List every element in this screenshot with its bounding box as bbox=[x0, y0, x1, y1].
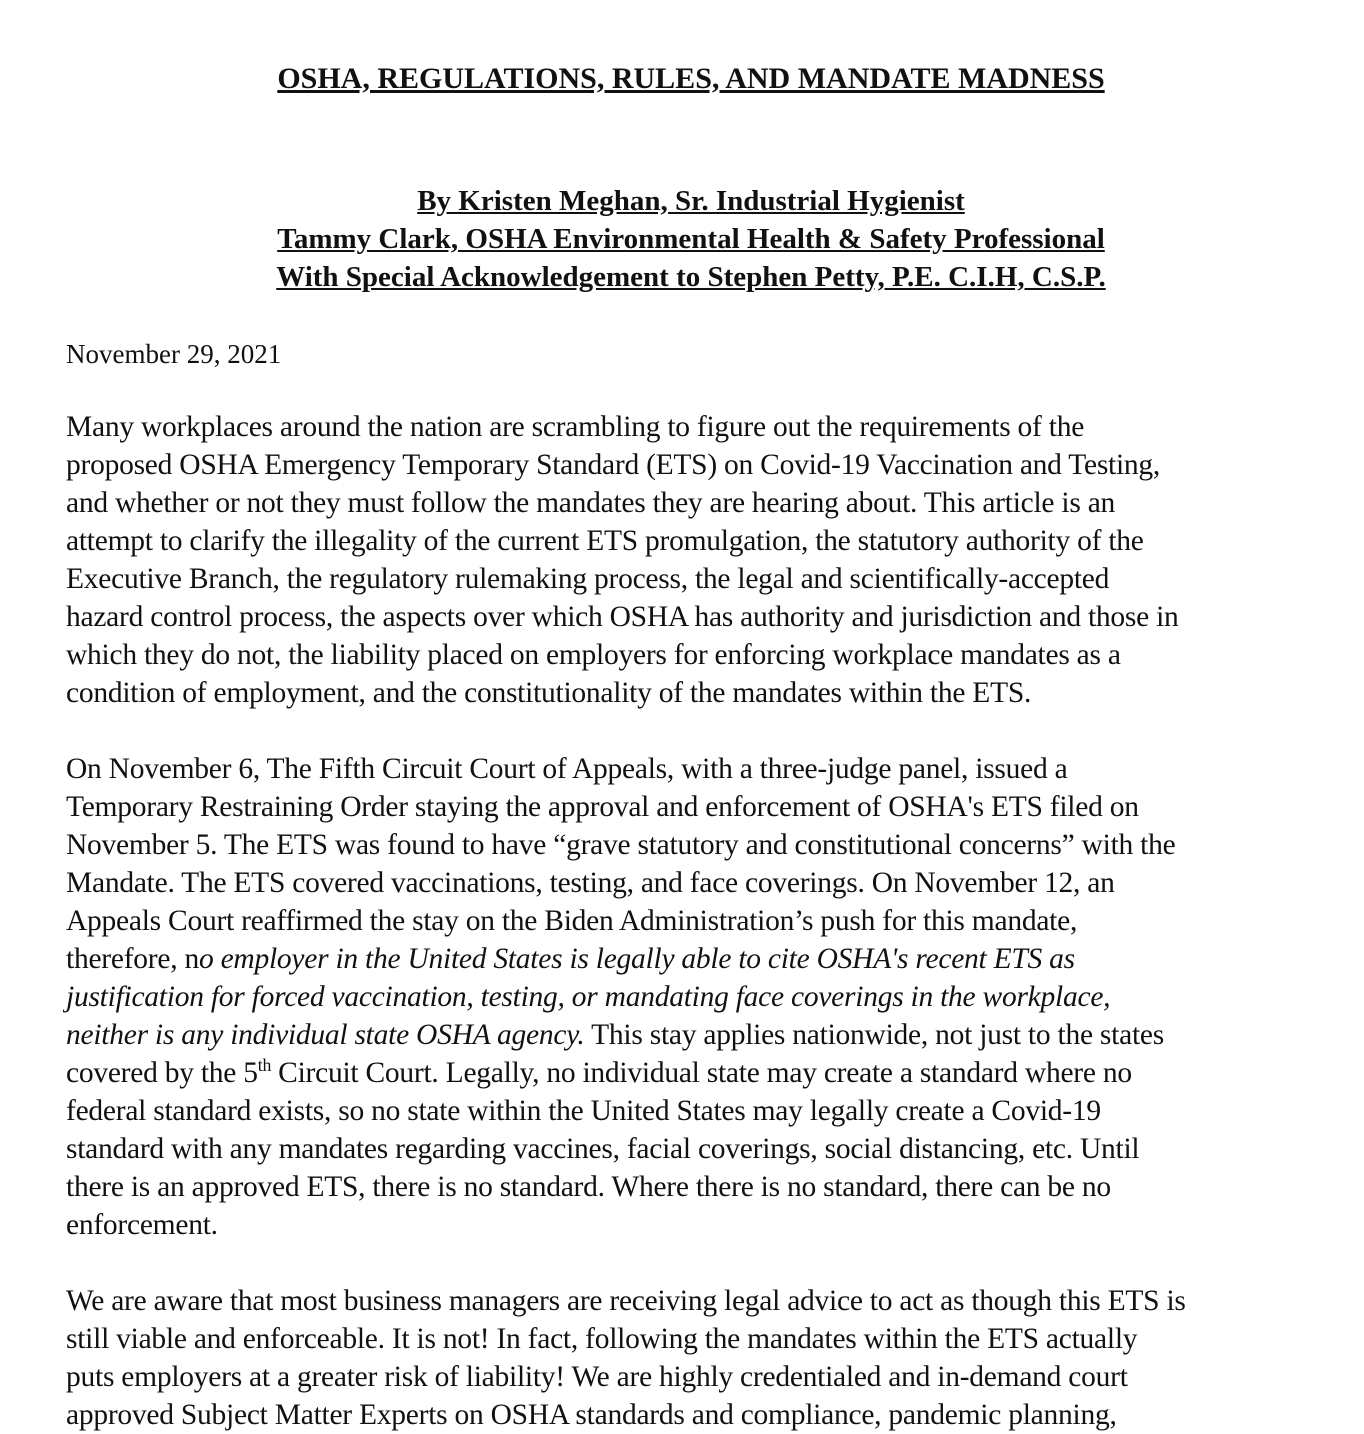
italic-text: justification for forced vaccination, testing, or mandating face coverings in the workplace, bbox=[66, 981, 1111, 1013]
text-line: and whether or not they must follow the mandates they are hearing about. This article is an bbox=[66, 487, 1116, 519]
italic-text: o employer in the United States is legally able to cite OSHA's recent ETS as bbox=[198, 943, 1075, 975]
text-segment: Circuit Court. Legally, no individual state may create a standard where no bbox=[271, 1057, 1132, 1089]
acknowledgement-line: With Special Acknowledgement to Stephen Petty, P.E. C.I.H, C.S.P. bbox=[276, 261, 1106, 293]
text-line: hazard control process, the aspects over which OSHA has authority and jurisdiction and those in bbox=[66, 601, 1179, 633]
author-line: By Kristen Meghan, Sr. Industrial Hygienist bbox=[417, 185, 965, 217]
text-line: November 5. The ETS was found to have “grave statutory and constitutional concerns” with the bbox=[66, 829, 1176, 861]
text-segment: therefore, n bbox=[66, 943, 199, 975]
text-line: Appeals Court reaffirmed the stay on the Biden Administration’s push for this mandate, bbox=[66, 905, 1078, 937]
text-line: approved Subject Matter Experts on OSHA standards and compliance, pandemic planning, bbox=[66, 1399, 1117, 1431]
author-block bbox=[66, 182, 1316, 296]
text-line: Temporary Restraining Order staying the approval and enforcement of OSHA's ETS filed on bbox=[66, 791, 1139, 823]
text-line: puts employers at a greater risk of liability! We are highly credentialed and in-demand court bbox=[66, 1361, 1128, 1393]
text-line bbox=[66, 1016, 1316, 1054]
text-line: Executive Branch, the regulatory rulemaking process, the legal and scientifically-accepted bbox=[66, 563, 1110, 595]
text-line: enforcement. bbox=[66, 1209, 218, 1241]
text-line: federal standard exists, so no state within the United States may legally create a Covid-19 bbox=[66, 1095, 1101, 1127]
paragraph-liability bbox=[66, 1282, 1316, 1434]
text-line: proposed OSHA Emergency Temporary Standard (ETS) on Covid-19 Vaccination and Testing, bbox=[66, 449, 1161, 481]
text-line: attempt to clarify the illegality of the current ETS promulgation, the statutory authority of the bbox=[66, 525, 1144, 557]
text-line bbox=[66, 1054, 1316, 1092]
superscript: th bbox=[257, 1055, 272, 1076]
paragraph-court-stay bbox=[66, 750, 1316, 1244]
document-title: OSHA, REGULATIONS, RULES, AND MANDATE MADNESS bbox=[277, 62, 1105, 95]
paragraph-intro bbox=[66, 408, 1316, 712]
text-line: On November 6, The Fifth Circuit Court of Appeals, with a three-judge panel, issued a bbox=[66, 753, 1068, 785]
text-line: condition of employment, and the constitutionality of the mandates within the ETS. bbox=[66, 677, 1032, 709]
text-line: Many workplaces around the nation are scrambling to figure out the requirements of the bbox=[66, 411, 1085, 443]
text-line bbox=[66, 978, 1316, 1016]
text-segment: This stay applies nationwide, not just to the states bbox=[584, 1019, 1164, 1051]
text-line bbox=[66, 940, 1316, 978]
text-line: there is an approved ETS, there is no standard. Where there is no standard, there can be no bbox=[66, 1171, 1111, 1203]
text-line: standard with any mandates regarding vaccines, facial coverings, social distancing, etc. Until bbox=[66, 1133, 1140, 1165]
document-date: November 29, 2021 bbox=[66, 339, 282, 369]
text-segment: covered by the 5 bbox=[66, 1057, 258, 1089]
author-line: Tammy Clark, OSHA Environmental Health & Safety Professional bbox=[277, 223, 1105, 255]
text-line: still viable and enforceable. It is not! In fact, following the mandates within the ETS actually bbox=[66, 1323, 1138, 1355]
text-line: which they do not, the liability placed on employers for enforcing workplace mandates as a bbox=[66, 639, 1121, 671]
text-line: We are aware that most business managers are receiving legal advice to act as though this ETS is bbox=[66, 1285, 1186, 1317]
text-line: Mandate. The ETS covered vaccinations, testing, and face coverings. On November 12, an bbox=[66, 867, 1115, 899]
italic-text: neither is any individual state OSHA agency. bbox=[66, 1019, 585, 1051]
